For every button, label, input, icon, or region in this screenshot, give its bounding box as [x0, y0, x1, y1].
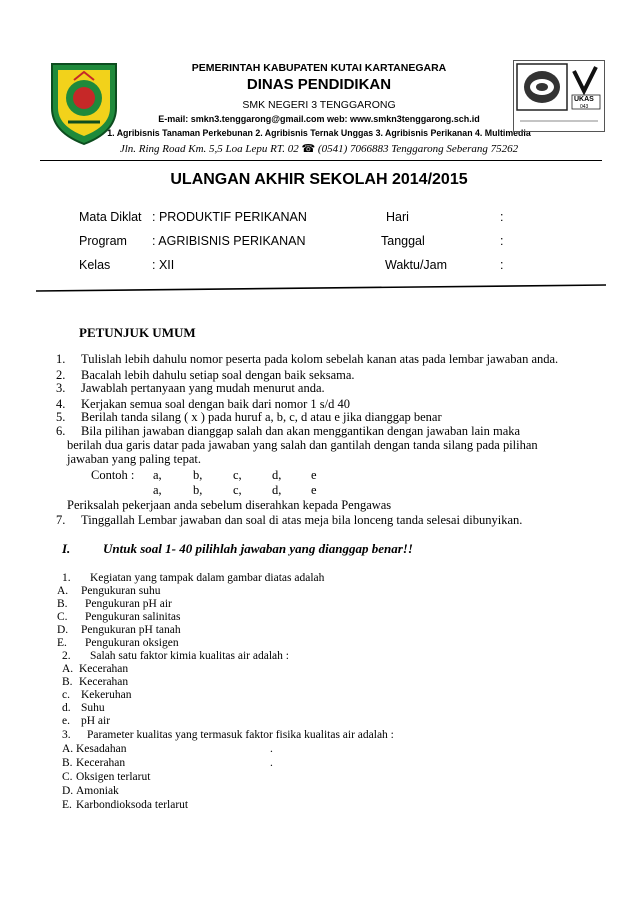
instruction-text: Kerjakan semua soal dengan baik dari nomor 1 s/d 40 [81, 397, 351, 411]
contoh-choice: a, [153, 483, 162, 497]
option-letter[interactable]: d. [62, 702, 71, 714]
section-title: Untuk soal 1- 40 pilihlah jawaban yang dianggap benar!! [103, 541, 413, 556]
field-value-program: : AGRIBISNIS PERIKANAN [152, 234, 306, 248]
instruction-num: 6. [56, 424, 66, 438]
contoh-choice: b, [193, 483, 203, 497]
option-text[interactable]: Kecerahan [76, 757, 126, 769]
instruction-num: 7. [56, 513, 66, 527]
field-label-waktu: Waktu/Jam [385, 258, 448, 272]
instruction-num: 2. [56, 368, 66, 382]
field-value-hari: : [500, 210, 504, 224]
option-letter[interactable]: E. [57, 637, 67, 649]
option-text[interactable]: Pengukuran pH tanah [81, 624, 181, 636]
phone-icon: ☎ [301, 143, 316, 155]
option-text[interactable]: Amoniak [76, 785, 119, 797]
contoh-choice: b, [193, 468, 203, 482]
option-text[interactable]: Pengukuran suhu [81, 585, 161, 597]
option-text[interactable]: Kecerahan [79, 676, 129, 688]
option-letter[interactable]: B. [57, 598, 68, 610]
option-letter[interactable]: A. [57, 585, 69, 597]
question-text: Salah satu faktor kimia kualitas air adalah : [90, 650, 289, 662]
option-text[interactable]: Kecerahan [79, 663, 129, 675]
question-number: 2. [62, 650, 71, 662]
field-label-mata-diklat: Mata Diklat [79, 210, 142, 224]
ukas-number-text: 043 [580, 104, 589, 110]
instruction-text: Bila pilihan jawaban dianggap salah dan akan menggantikan dengan jawaban lain maka [81, 424, 521, 438]
option-letter[interactable]: B. [62, 676, 73, 688]
answer-dot: . [270, 743, 273, 755]
contoh-choice: d, [272, 483, 282, 497]
option-text[interactable]: Kesadahan [76, 743, 127, 755]
instructions-heading: PETUNJUK UMUM [79, 325, 196, 340]
contoh-choice: d, [272, 468, 282, 482]
instruction-text: Tulislah lebih dahulu nomor peserta pada kolom sebelah kanan atas pada lembar jawaban anda. [81, 352, 559, 366]
option-letter[interactable]: e. [62, 715, 70, 727]
header-dept: DINAS PENDIDIKAN [246, 76, 392, 93]
header-address-line [0, 142, 638, 155]
option-text[interactable]: Karbondioksoda terlarut [76, 799, 189, 811]
question-number: 3. [62, 729, 71, 741]
option-text[interactable]: Kekeruhan [81, 689, 132, 701]
option-letter[interactable]: A. [62, 663, 74, 675]
header-contact: E-mail: smkn3.tenggarong@gmail.com web: www.smkn3tenggarong.sch.id [158, 114, 480, 124]
instruction-text-cont: berilah dua garis datar pada jawaban yang salah dan gantilah dengan tanda silang pada pilihan [67, 438, 538, 452]
certification-logo [513, 60, 605, 132]
question-text: Parameter kualitas yang termasuk faktor fisika kualitas air adalah : [87, 729, 394, 741]
contoh-choice: c, [233, 468, 242, 482]
instruction-num: 1. [56, 352, 66, 366]
option-text[interactable]: Oksigen terlarut [76, 771, 151, 783]
instruction-text: Bacalah lebih dahulu setiap soal dengan baik seksama. [81, 368, 355, 382]
option-text[interactable]: pH air [81, 715, 111, 727]
option-letter[interactable]: D. [62, 785, 74, 797]
contoh-choice: c, [233, 483, 242, 497]
option-text[interactable]: Pengukuran salinitas [85, 611, 181, 623]
header-divider [40, 160, 602, 161]
option-letter[interactable]: A. [62, 743, 74, 755]
contoh-choice: e [311, 483, 317, 497]
option-text[interactable]: Suhu [81, 702, 105, 714]
option-letter[interactable]: E. [62, 799, 72, 811]
instruction-text: Berilah tanda silang ( x ) pada huruf a, b, c, d atau e jika dianggap benar [81, 410, 442, 424]
option-text[interactable]: Pengukuran oksigen [85, 637, 179, 649]
option-letter[interactable]: D. [57, 624, 69, 636]
question-text: Kegiatan yang tampak dalam gambar diatas adalah [90, 572, 325, 584]
field-value-waktu: : [500, 258, 504, 272]
option-letter[interactable]: C. [62, 771, 73, 783]
contoh-choice: e [311, 468, 317, 482]
header-school: SMK NEGERI 3 TENGGARONG [242, 99, 396, 111]
field-value-tanggal: : [500, 234, 504, 248]
header-programs: 1. Agribisnis Tanaman Perkebunan 2. Agribisnis Ternak Unggas 3. Agribisnis Perikanan 4. Multimedia [107, 128, 531, 138]
field-label-program: Program [79, 234, 127, 248]
instruction-text-cont: jawaban yang paling tepat. [67, 452, 201, 466]
info-divider [36, 283, 606, 293]
header-phone: (0541) 7066883 Tenggarong Seberang 75262 [317, 143, 519, 155]
option-letter[interactable]: C. [57, 611, 68, 623]
contoh-choice: a, [153, 468, 162, 482]
question-number: 1. [62, 572, 71, 584]
header-org: PEMERINTAH KABUPATEN KUTAI KARTANEGARA [191, 62, 447, 74]
option-letter[interactable]: B. [62, 757, 73, 769]
periksalah-text: Periksalah pekerjaan anda sebelum diserahkan kepada Pengawas [67, 498, 392, 512]
instruction-text: Jawablah pertanyaan yang mudah menurut anda. [81, 381, 325, 395]
instruction-num: 3. [56, 381, 66, 395]
instruction-num: 4. [56, 397, 66, 411]
option-letter[interactable]: c. [62, 689, 70, 701]
field-value-mata-diklat: : PRODUKTIF PERIKANAN [152, 210, 307, 224]
section-number: I. [62, 541, 71, 556]
exam-title: ULANGAN AKHIR SEKOLAH 2014/2015 [170, 171, 468, 188]
ukas-badge-text: UKAS [574, 96, 594, 103]
instruction-text: Tinggallah Lembar jawaban dan soal di atas meja bila lonceng tanda selesai dibunyikan. [81, 513, 523, 527]
field-label-kelas: Kelas [79, 258, 111, 272]
field-label-hari: Hari [386, 210, 409, 224]
answer-dot: . [270, 757, 273, 769]
option-text[interactable]: Pengukuran pH air [85, 598, 172, 610]
field-label-tanggal: Tanggal [381, 234, 425, 248]
field-value-kelas: : XII [152, 258, 175, 272]
instruction-num: 5. [56, 410, 66, 424]
contoh-label: Contoh : [91, 468, 135, 482]
header-address: Jln. Ring Road Km. 5,5 Loa Lepu RT. 02 [119, 143, 299, 155]
